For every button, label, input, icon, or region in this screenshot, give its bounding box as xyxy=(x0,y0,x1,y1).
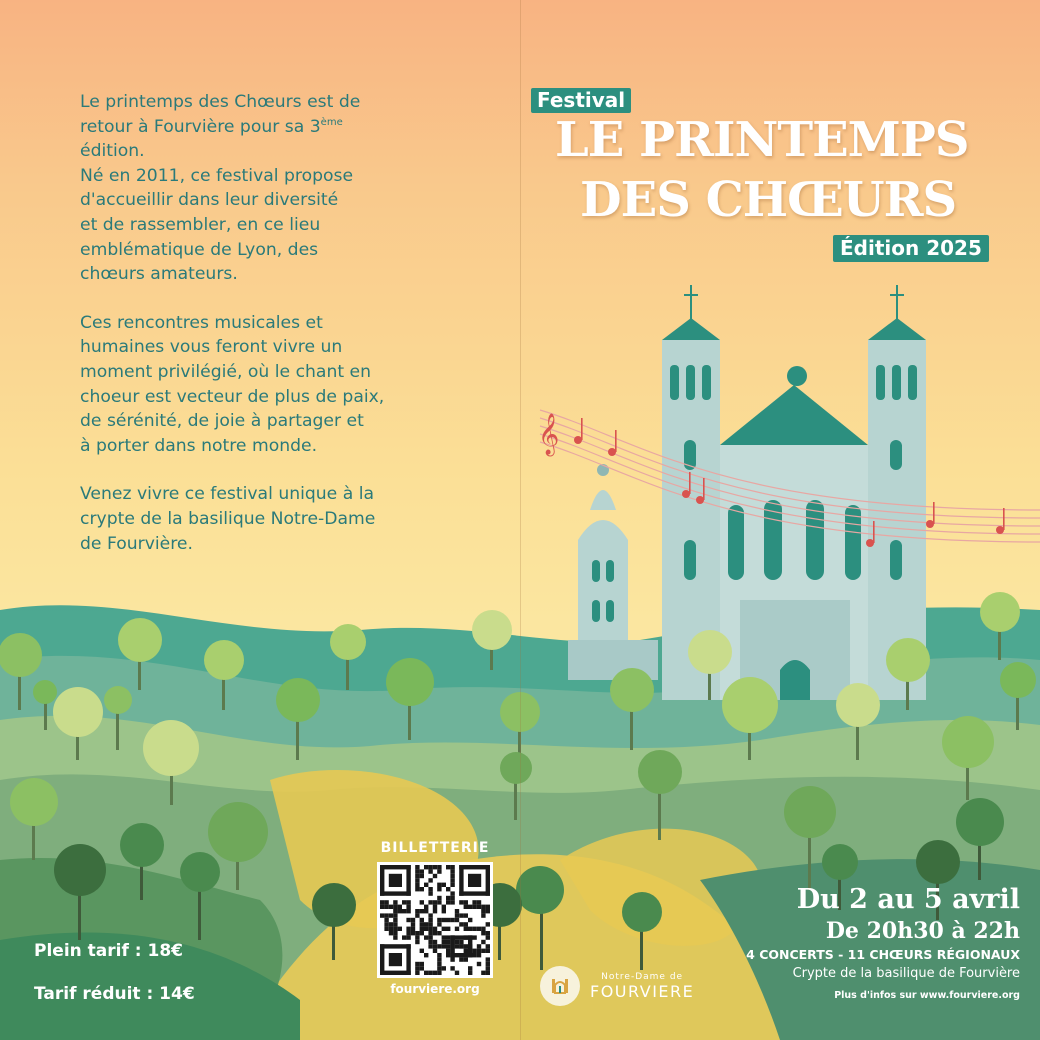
ticketing-url[interactable]: fourviere.org xyxy=(390,982,480,996)
intro-paragraph-1: Le printemps des Chœurs est de retour à Fourvière pour sa 3ème édition. Né en 2011, ce festival propose d'accueillir dans leur diversité et de rassembler, en ce lieu emblématique de Lyon, des chœurs amateurs. xyxy=(80,92,361,285)
festival-tag: Festival xyxy=(531,88,631,113)
intro-text xyxy=(80,90,440,580)
title-line-1: LE PRINTEMPS xyxy=(555,112,969,168)
logo-line-1: Notre-Dame de xyxy=(601,972,684,982)
event-dates: Du 2 au 5 avril xyxy=(796,884,1020,915)
event-venue: Crypte de la basilique de Fourvière xyxy=(792,966,1020,981)
intro-paragraph-2: Ces rencontres musicales et humaines vous feront vivre un moment privilégié, où le chant en choeur est vecteur de plus de paix, de sérénité, de joie à partager et à porter dans notre monde. xyxy=(80,312,385,456)
logo-line-2: FOURVIERE xyxy=(590,982,695,1001)
basilica-illustration xyxy=(568,285,926,700)
full-price: Plein tarif : 18€ xyxy=(34,941,183,961)
title-line-2: DES CHŒURS xyxy=(580,172,957,228)
intro-paragraph-3: Venez vivre ce festival unique à la crypte de la basilique Notre-Dame de Fourvière. xyxy=(80,484,376,554)
ticketing-block xyxy=(368,840,502,996)
ticketing-label: BILLETTERIE xyxy=(380,840,490,856)
more-info-link[interactable]: Plus d'infos sur www.fourviere.org xyxy=(834,990,1020,1001)
qr-code[interactable] xyxy=(377,862,493,978)
event-info xyxy=(746,884,1020,1003)
logo-icon xyxy=(540,966,580,1006)
reduced-price: Tarif réduit : 14€ xyxy=(34,984,195,1004)
fold-line xyxy=(520,0,521,1040)
ordinal-suffix: ème xyxy=(320,116,343,128)
qr-code-icon xyxy=(380,865,490,975)
event-hours: De 20h30 à 22h xyxy=(825,918,1020,944)
fourviere-logo xyxy=(540,966,694,1006)
prices xyxy=(34,940,195,1026)
event-program: 4 CONCERTS - 11 CHŒURS RÉGIONAUX xyxy=(746,947,1020,962)
svg-text:𝄞: 𝄞 xyxy=(538,414,560,455)
edition-tag: Édition 2025 xyxy=(833,235,989,262)
